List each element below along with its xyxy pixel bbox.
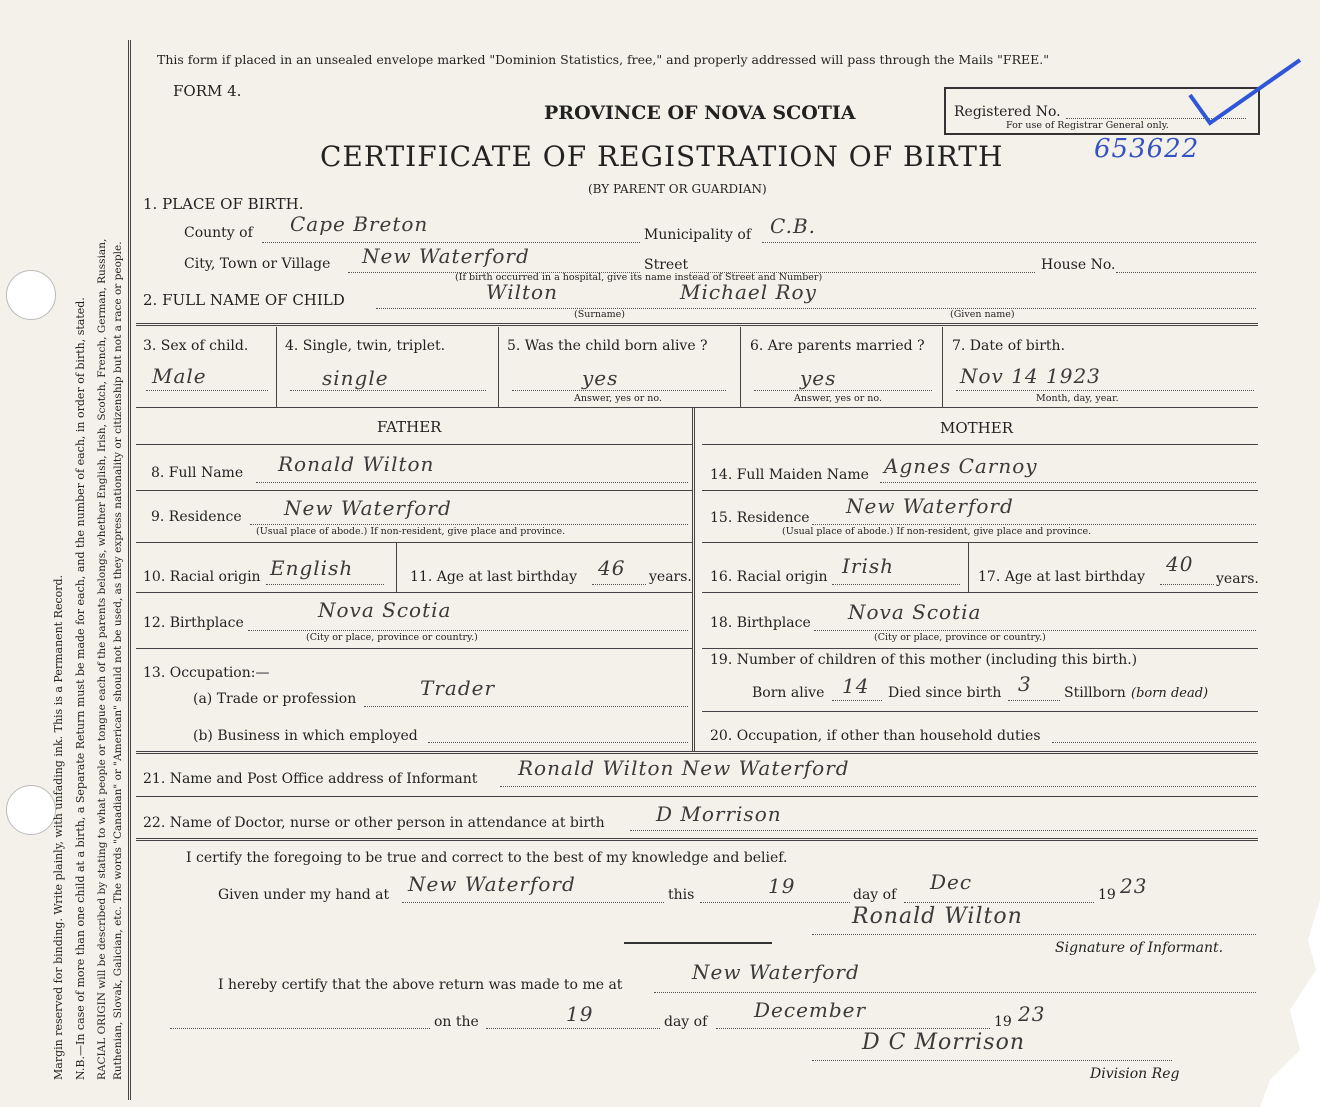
s18-line <box>814 630 1256 631</box>
house-label: House No. <box>1041 257 1116 273</box>
died-label: Died since birth <box>888 685 1002 701</box>
informant-signature-caption: Signature of Informant. <box>1055 940 1224 956</box>
s5-value: yes <box>582 366 619 390</box>
s5-label: 5. Was the child born alive ? <box>507 338 708 354</box>
rule-10 <box>136 592 692 593</box>
stillborn-note: (born dead) <box>1131 686 1209 701</box>
rule-after-22 <box>136 838 1258 841</box>
registered-label: Registered No. <box>954 104 1061 120</box>
s4-label: 4. Single, twin, triplet. <box>285 338 446 354</box>
s9-line <box>250 524 688 525</box>
s21-line <box>500 786 1256 787</box>
province-heading: PROVINCE OF NOVA SCOTIA <box>544 102 856 124</box>
s7-caption: Month, day, year. <box>1036 393 1119 404</box>
divider-3-4 <box>276 327 277 407</box>
municipality-value: C.B. <box>770 214 817 238</box>
this-label: this <box>668 887 695 903</box>
rule-before-21 <box>136 751 1258 754</box>
s7-value: Nov 14 1923 <box>960 364 1101 388</box>
s21-value: Ronald Wilton New Waterford <box>518 756 850 780</box>
s10-line <box>266 584 384 585</box>
s11-label: 11. Age at last birthday <box>410 569 578 585</box>
rule-under-headings-right <box>702 444 1258 445</box>
reg-month-line <box>716 1028 990 1029</box>
year-value: 23 <box>1120 874 1148 898</box>
s14-line <box>880 482 1256 483</box>
registrar-caption: Division Reg <box>1090 1066 1180 1082</box>
page-subtitle: (BY PARENT OR GUARDIAN) <box>588 182 767 196</box>
s13b-label: (b) Business in which employed <box>193 728 418 744</box>
year-prefix: 19 <box>1098 887 1116 903</box>
s22-label: 22. Name of Doctor, nurse or other person in attendance at birth <box>143 815 605 831</box>
county-value: Cape Breton <box>290 212 429 236</box>
reg-day-value: 19 <box>566 1002 594 1026</box>
s22-line <box>630 830 1256 831</box>
day-value: 19 <box>768 874 796 898</box>
s1-label: 1. PLACE OF BIRTH. <box>143 195 304 213</box>
informant-signature-line <box>812 934 1256 935</box>
county-line <box>262 242 640 243</box>
s4-line <box>290 390 486 391</box>
s15-caption: (Usual place of abode.) If non-resident, give place and province. <box>782 526 1092 537</box>
rule-after-row3 <box>136 407 1258 408</box>
short-separator <box>624 942 772 944</box>
s15-label: 15. Residence <box>710 510 810 526</box>
registrar-statement: I hereby certify that the above return was made to me at <box>218 977 623 993</box>
registrar-place-value: New Waterford <box>692 960 860 984</box>
s15-value: New Waterford <box>846 494 1014 518</box>
rule-9 <box>136 542 692 543</box>
s13a-line <box>364 706 688 707</box>
city-label: City, Town or Village <box>184 256 331 272</box>
registered-number: 653622 <box>1094 134 1200 164</box>
s8-label: 8. Full Name <box>151 465 244 481</box>
stillborn-label: Stillborn <box>1064 685 1126 701</box>
s21-label: 21. Name and Post Office address of Informant <box>143 771 478 787</box>
s5-line <box>512 390 726 391</box>
born-alive-label: Born alive <box>752 685 825 701</box>
binding-hole-bottom <box>6 785 56 835</box>
s3-line <box>146 390 268 391</box>
born-alive-line <box>832 700 882 701</box>
s15-line <box>812 524 1256 525</box>
given-caption: (Given name) <box>950 309 1015 320</box>
s13b-line <box>428 742 688 743</box>
s22-value: D Morrison <box>656 802 782 826</box>
municipality-label: Municipality of <box>644 227 752 243</box>
divider-10-11 <box>396 542 397 592</box>
s6-line <box>754 390 932 391</box>
s16-line <box>832 584 960 585</box>
s12-line <box>248 630 688 631</box>
s5-caption: Answer, yes or no. <box>574 393 663 404</box>
s14-label: 14. Full Maiden Name <box>710 467 869 483</box>
rule-under-headings-left <box>136 444 692 445</box>
house-line <box>1116 272 1256 273</box>
s18-caption: (City or place, province or country.) <box>874 632 1046 643</box>
s8-line <box>256 482 688 483</box>
binding-margin-line <box>128 40 131 1100</box>
city-value: New Waterford <box>362 244 530 268</box>
rule-21 <box>136 796 1258 797</box>
s17-value: 40 <box>1166 552 1194 576</box>
checkmark-icon <box>1185 55 1305 130</box>
margin-note-1: Margin reserved for binding. Write plainly, with unfading ink. This is a Permanent Record. <box>52 574 65 1080</box>
s2-label: 2. FULL NAME OF CHILD <box>143 291 345 309</box>
rule-19 <box>702 711 1258 712</box>
binding-hole-top <box>6 270 56 320</box>
divider-6-7 <box>942 327 943 407</box>
registrar-place-line <box>654 992 1256 993</box>
s11-unit: years. <box>649 569 692 585</box>
s9-label: 9. Residence <box>151 509 242 525</box>
registrar-lead-line <box>170 1028 430 1029</box>
registrar-signature-line <box>812 1060 1172 1061</box>
born-alive-value: 14 <box>842 674 870 698</box>
page-title: CERTIFICATE OF REGISTRATION OF BIRTH <box>320 140 1004 173</box>
s11-line <box>592 584 646 585</box>
died-value: 3 <box>1018 672 1032 696</box>
mail-notice: This form if placed in an unsealed envelope marked "Dominion Statistics, free," and properly addressed will pass through the Mails "FREE." <box>157 52 1049 67</box>
given-label: Given under my hand at <box>218 887 390 903</box>
s6-label: 6. Are parents married ? <box>750 338 925 354</box>
s10-label: 10. Racial origin <box>143 569 261 585</box>
divider-16-17 <box>968 542 969 592</box>
registered-note: For use of Registrar General only. <box>1006 120 1169 131</box>
s3-label: 3. Sex of child. <box>143 338 249 354</box>
s18-label: 18. Birthplace <box>710 615 811 631</box>
rule-16 <box>702 592 1258 593</box>
s9-value: New Waterford <box>284 496 452 520</box>
surname-caption: (Surname) <box>574 309 625 320</box>
rule-15 <box>702 542 1258 543</box>
hospital-note: (If birth occurred in a hospital, give its name instead of Street and Number) <box>455 272 823 283</box>
s18-value: Nova Scotia <box>848 600 982 624</box>
s9-caption: (Usual place of abode.) If non-resident, give place and province. <box>256 526 566 537</box>
s16-value: Irish <box>842 554 895 578</box>
month-value: Dec <box>930 870 973 894</box>
s17-unit: years. <box>1216 571 1259 587</box>
reg-year-prefix: 19 <box>994 1014 1012 1030</box>
s13a-value: Trader <box>420 676 496 700</box>
center-divider <box>692 407 695 751</box>
child-surname-value: Wilton <box>486 280 558 304</box>
registrar-signature: D C Morrison <box>862 1030 1026 1055</box>
cert-statement: I certify the foregoing to be true and correct to the best of my knowledge and belief. <box>186 850 788 866</box>
died-line <box>1008 700 1060 701</box>
s14-value: Agnes Carnoy <box>884 454 1038 478</box>
given-place-value: New Waterford <box>408 872 576 896</box>
reg-day-line <box>486 1028 660 1029</box>
s20-label: 20. Occupation, if other than household duties <box>710 728 1041 744</box>
s12-label: 12. Birthplace <box>143 615 244 631</box>
rule-12 <box>136 648 692 649</box>
form-number: FORM 4. <box>173 82 242 100</box>
child-given-value: Michael Roy <box>680 280 817 304</box>
rule-after-s2 <box>136 323 1258 326</box>
s7-line <box>956 390 1254 391</box>
s20-line <box>1052 742 1256 743</box>
day-line <box>700 902 850 903</box>
month-line <box>904 902 1094 903</box>
margin-note-4: Ruthenian, Slovak, Galician, etc. The words "Canadian" or "American" should not be used, as they express nationality or citizenship but not a race or people. <box>112 241 124 1080</box>
divider-4-5 <box>498 327 499 407</box>
reg-year-value: 23 <box>1018 1002 1046 1026</box>
margin-note-2: N.B.—In case of more than one child at a birth, a Separate Return must be made for each, and the number of each, in order of birth, stated. <box>74 297 87 1080</box>
torn-corner <box>1230 900 1320 1107</box>
given-place-line <box>402 902 664 903</box>
s6-caption: Answer, yes or no. <box>794 393 883 404</box>
street-label: Street <box>644 257 689 273</box>
s13a-label: (a) Trade or profession <box>193 691 357 707</box>
s16-label: 16. Racial origin <box>710 569 828 585</box>
s10-value: English <box>270 556 354 580</box>
s7-label: 7. Date of birth. <box>952 338 1066 354</box>
s12-value: Nova Scotia <box>318 598 452 622</box>
s3-value: Male <box>152 364 207 388</box>
informant-signature: Ronald Wilton <box>852 904 1023 929</box>
s17-label: 17. Age at last birthday <box>978 569 1146 585</box>
county-label: County of <box>184 225 253 241</box>
s11-value: 46 <box>598 556 626 580</box>
s8-value: Ronald Wilton <box>278 452 435 476</box>
rule-14 <box>702 490 1258 491</box>
s13-label: 13. Occupation:— <box>143 665 270 681</box>
day-of-label: day of <box>853 887 897 903</box>
municipality-line <box>762 242 1256 243</box>
rule-18 <box>702 648 1258 649</box>
s4-value: single <box>322 366 389 390</box>
s6-value: yes <box>800 366 837 390</box>
mother-heading: MOTHER <box>940 419 1013 437</box>
reg-month-value: December <box>754 998 867 1022</box>
rule-8 <box>136 490 692 491</box>
on-the-label: on the <box>434 1014 479 1030</box>
divider-5-6 <box>740 327 741 407</box>
s19-label: 19. Number of children of this mother (including this birth.) <box>710 652 1138 668</box>
s12-caption: (City or place, province or country.) <box>306 632 478 643</box>
child-name-line <box>376 308 1256 309</box>
father-heading: FATHER <box>377 418 442 436</box>
s17-line <box>1160 584 1214 585</box>
margin-note-3: RACIAL ORIGIN will be described by stating to what people or tongue each of the parents belongs, whether English, Irish, Scotch, French, German, Russian, <box>96 238 108 1080</box>
reg-day-of-label: day of <box>664 1014 708 1030</box>
